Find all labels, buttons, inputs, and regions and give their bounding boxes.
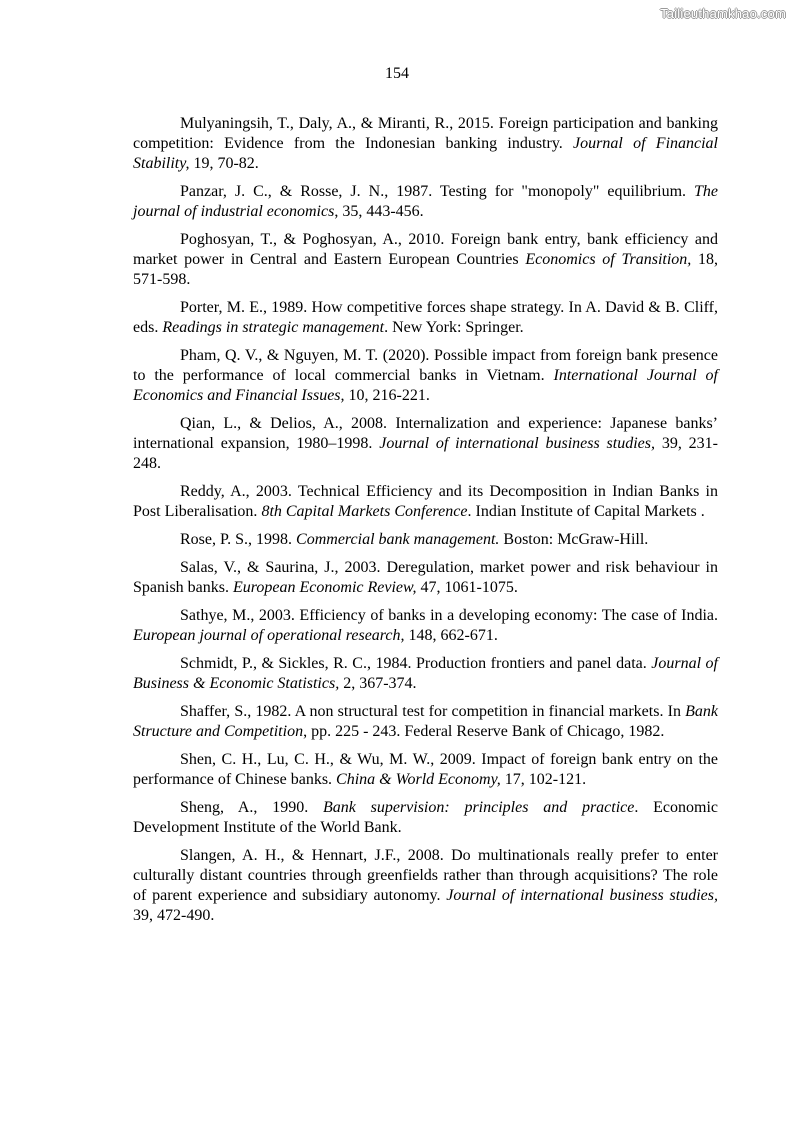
reference-source: Economics of Transition,	[525, 251, 692, 268]
reference-authors-title: Shaffer, S., 1982. A non structural test for competition in financial markets. In	[180, 703, 686, 720]
reference-details: Boston: McGraw-Hill.	[499, 531, 649, 548]
reference-entry	[133, 414, 718, 474]
reference-authors-title: Shen, C. H., Lu, C. H., & Wu, M. W., 2009. Impact of foreign bank entry on the performance of Chinese banks.	[133, 751, 718, 788]
reference-entry	[133, 654, 718, 694]
reference-source: Readings in strategic management	[162, 319, 385, 336]
reference-entry	[133, 114, 718, 174]
reference-details: 18, 571-598.	[133, 251, 719, 288]
reference-entry	[133, 482, 718, 522]
reference-details: . Economic Development Institute of the World Bank.	[133, 799, 718, 836]
reference-details: . Indian Institute of Capital Markets .	[467, 503, 705, 520]
reference-entry	[133, 702, 718, 742]
reference-entry	[133, 346, 718, 406]
reference-source: European Economic Review,	[233, 579, 417, 596]
reference-source: 8th Capital Markets Conference	[261, 503, 468, 520]
reference-entry	[133, 606, 718, 646]
reference-source: International Journal of Economics and Financial Issues,	[133, 367, 718, 404]
reference-authors-title: Sheng, A., 1990.	[180, 799, 323, 816]
reference-entry	[133, 298, 718, 338]
reference-entry	[133, 846, 718, 926]
reference-authors-title: Reddy, A., 2003. Technical Efficiency and its Decomposition in Indian Banks in Post Liberalisation.	[133, 483, 718, 520]
reference-authors-title: Porter, M. E., 1989. How competitive forces shape strategy. In A. David & B. Cliff, eds.	[133, 299, 718, 336]
reference-authors-title: Qian, L., & Delios, A., 2008. Internalization and experience: Japanese banks’ international expansion, 1980–1998.	[133, 415, 718, 452]
reference-source: Commercial bank management.	[296, 531, 500, 548]
reference-details: . New York: Springer.	[384, 319, 524, 336]
reference-details: 19, 70-82.	[189, 155, 259, 172]
reference-details: 148, 662-671.	[404, 627, 498, 644]
reference-authors-title: Poghosyan, T., & Poghosyan, A., 2010. Foreign bank entry, bank efficiency and market power in Central and Eastern European Countries	[133, 231, 718, 268]
reference-source: Bank Structure and Competition	[133, 703, 718, 740]
reference-source: Journal of international business studies,	[446, 887, 718, 904]
reference-entry	[133, 798, 718, 838]
reference-details: 39, 231-248.	[133, 435, 719, 472]
reference-source: Journal of Business & Economic Statistics,	[133, 655, 718, 692]
reference-details: , 35, 443-456.	[334, 203, 424, 220]
reference-authors-title: Sathye, M., 2003. Efficiency of banks in a developing economy: The case of India.	[180, 607, 718, 624]
reference-entry	[133, 182, 718, 222]
reference-authors-title: Slangen, A. H., & Hennart, J.F., 2008. Do multinationals really prefer to enter culturally distant countries through greenfields rather than through acquisitions? The role of parent experience and subsidiary autonomy.	[133, 847, 718, 904]
reference-details: 17, 102-121.	[500, 771, 587, 788]
reference-entry	[133, 230, 718, 290]
reference-list	[133, 114, 718, 934]
reference-source: European journal of operational research,	[133, 627, 405, 644]
reference-source: China & World Economy,	[336, 771, 501, 788]
reference-authors-title: Rose, P. S., 1998.	[180, 531, 297, 548]
reference-entry	[133, 750, 718, 790]
reference-source: Bank supervision: principles and practice	[322, 799, 635, 816]
reference-authors-title: Salas, V., & Saurina, J., 2003. Deregulation, market power and risk behaviour in Spanish banks.	[133, 559, 718, 596]
reference-details: 10, 216-221.	[344, 387, 430, 404]
reference-source: Journal of Financial Stability,	[133, 135, 719, 172]
reference-source: The journal of industrial economics	[133, 183, 718, 220]
reference-authors-title: Pham, Q. V., & Nguyen, M. T. (2020). Possible impact from foreign bank presence to the performance of local commercial banks in Vietnam.	[133, 347, 718, 384]
reference-authors-title: Panzar, J. C., & Rosse, J. N., 1987. Testing for "monopoly" equilibrium.	[180, 183, 694, 200]
reference-entry	[133, 558, 718, 598]
reference-entry	[133, 530, 718, 550]
watermark: Tailieuthamkhao.com	[660, 6, 786, 21]
reference-authors-title: Schmidt, P., & Sickles, R. C., 1984. Production frontiers and panel data.	[180, 655, 652, 672]
reference-details: , pp. 225 - 243. Federal Reserve Bank of Chicago, 1982.	[303, 723, 665, 740]
reference-authors-title: Mulyaningsih, T., Daly, A., & Miranti, R., 2015. Foreign participation and banking competition: Evidence from the Indonesian banking industry.	[133, 115, 718, 152]
reference-details: 2, 367-374.	[339, 675, 417, 692]
page-number: 154	[385, 65, 409, 82]
reference-source: Journal of international business studies,	[379, 435, 656, 452]
reference-details: 47, 1061-1075.	[416, 579, 518, 596]
reference-details: 39, 472-490.	[133, 907, 215, 924]
